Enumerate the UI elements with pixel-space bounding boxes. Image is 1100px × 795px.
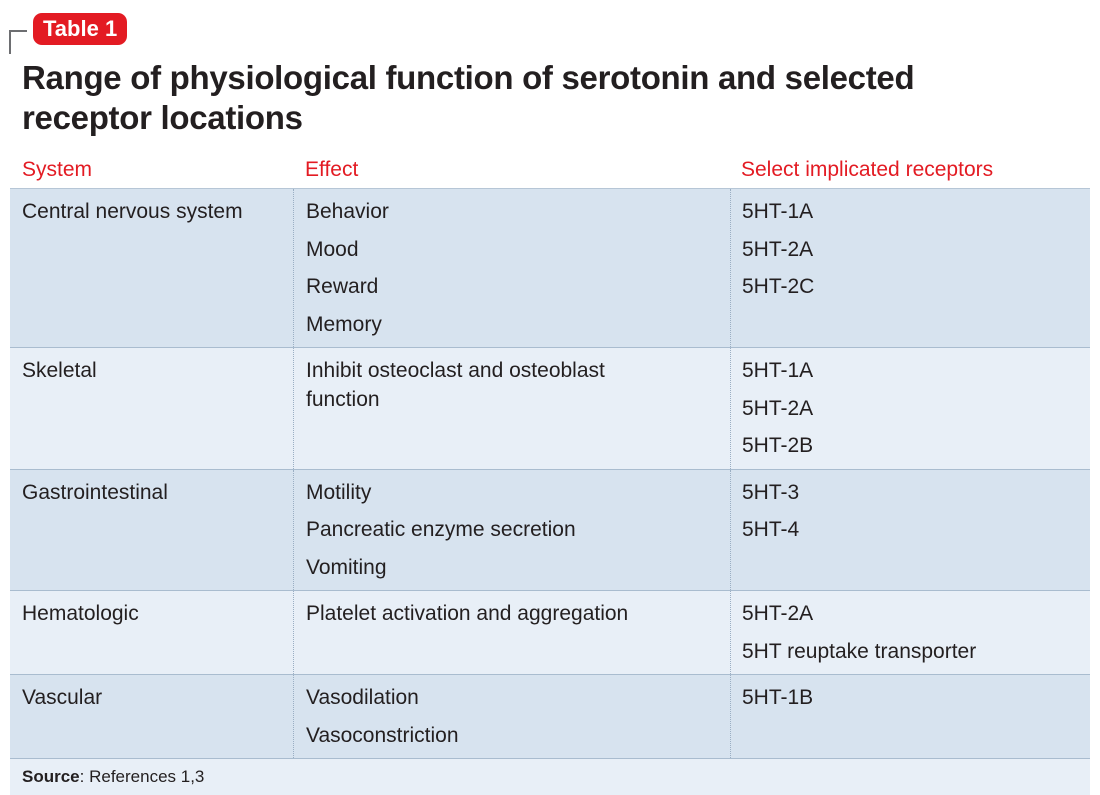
table-header-row xyxy=(10,152,1090,189)
receptor-item: 5HT-2A xyxy=(742,396,814,420)
system-cell xyxy=(10,189,293,347)
serotonin-table xyxy=(10,152,1090,795)
table-badge: Table 1 xyxy=(33,13,127,45)
header-system: System xyxy=(22,158,93,181)
table-row xyxy=(10,189,1090,348)
effect-item: Platelet activation and aggregation xyxy=(306,602,629,625)
effect-cell xyxy=(293,675,730,758)
receptor-item: 5HT-2A xyxy=(742,237,814,261)
system-cell xyxy=(10,591,293,674)
receptor-item: 5HT-3 xyxy=(742,480,800,504)
source-label: Source xyxy=(22,767,80,786)
effect-item: Vasodilation xyxy=(306,686,419,709)
receptor-item: 5HT-2B xyxy=(742,434,814,457)
system-name: Central nervous system xyxy=(22,200,243,223)
system-name: Hematologic xyxy=(22,602,139,625)
receptor-cell xyxy=(730,189,1090,347)
receptor-cell xyxy=(730,591,1090,674)
source-text: : References 1,3 xyxy=(79,767,205,786)
table-row xyxy=(10,470,1090,592)
effect-item: Motility xyxy=(306,480,372,504)
receptor-item: 5HT-1B xyxy=(742,686,814,709)
effect-item: Mood xyxy=(306,237,359,261)
system-cell xyxy=(10,470,293,591)
corner-bracket-decoration xyxy=(9,30,27,54)
receptor-item: 5HT-4 xyxy=(742,518,800,541)
effect-item: Vasoconstriction xyxy=(306,723,459,747)
receptor-item: 5HT reuptake transporter xyxy=(742,639,977,663)
receptor-cell xyxy=(730,675,1090,758)
system-cell xyxy=(10,348,293,469)
effect-cell xyxy=(293,591,730,674)
table-row xyxy=(10,348,1090,470)
effect-item: Pancreatic enzyme secretion xyxy=(306,518,576,541)
effect-item: Inhibit osteoclast and osteoblast function xyxy=(306,359,605,411)
receptor-item: 5HT-1A xyxy=(742,359,814,382)
effect-cell xyxy=(293,348,730,469)
effect-cell xyxy=(293,189,730,347)
effect-item: Memory xyxy=(306,312,382,336)
receptor-item: 5HT-2A xyxy=(742,602,814,625)
system-name: Skeletal xyxy=(22,359,97,382)
system-cell xyxy=(10,675,293,758)
receptor-item: 5HT-2C xyxy=(742,275,815,298)
receptor-cell xyxy=(730,348,1090,469)
source-note xyxy=(10,759,1090,795)
effect-item: Behavior xyxy=(306,200,389,223)
system-name: Vascular xyxy=(22,686,103,709)
effect-item: Vomiting xyxy=(306,555,387,579)
header-effect: Effect xyxy=(305,158,359,181)
header-receptors: Select implicated receptors xyxy=(741,158,994,181)
effect-cell xyxy=(293,470,730,591)
table-title: Range of physiological function of serotonin and selected receptor locations xyxy=(22,59,915,136)
table-row xyxy=(10,675,1090,759)
system-name: Gastrointestinal xyxy=(22,480,168,504)
receptor-item: 5HT-1A xyxy=(742,200,814,223)
effect-item: Reward xyxy=(306,275,379,298)
receptor-cell xyxy=(730,470,1090,591)
table-row xyxy=(10,591,1090,675)
